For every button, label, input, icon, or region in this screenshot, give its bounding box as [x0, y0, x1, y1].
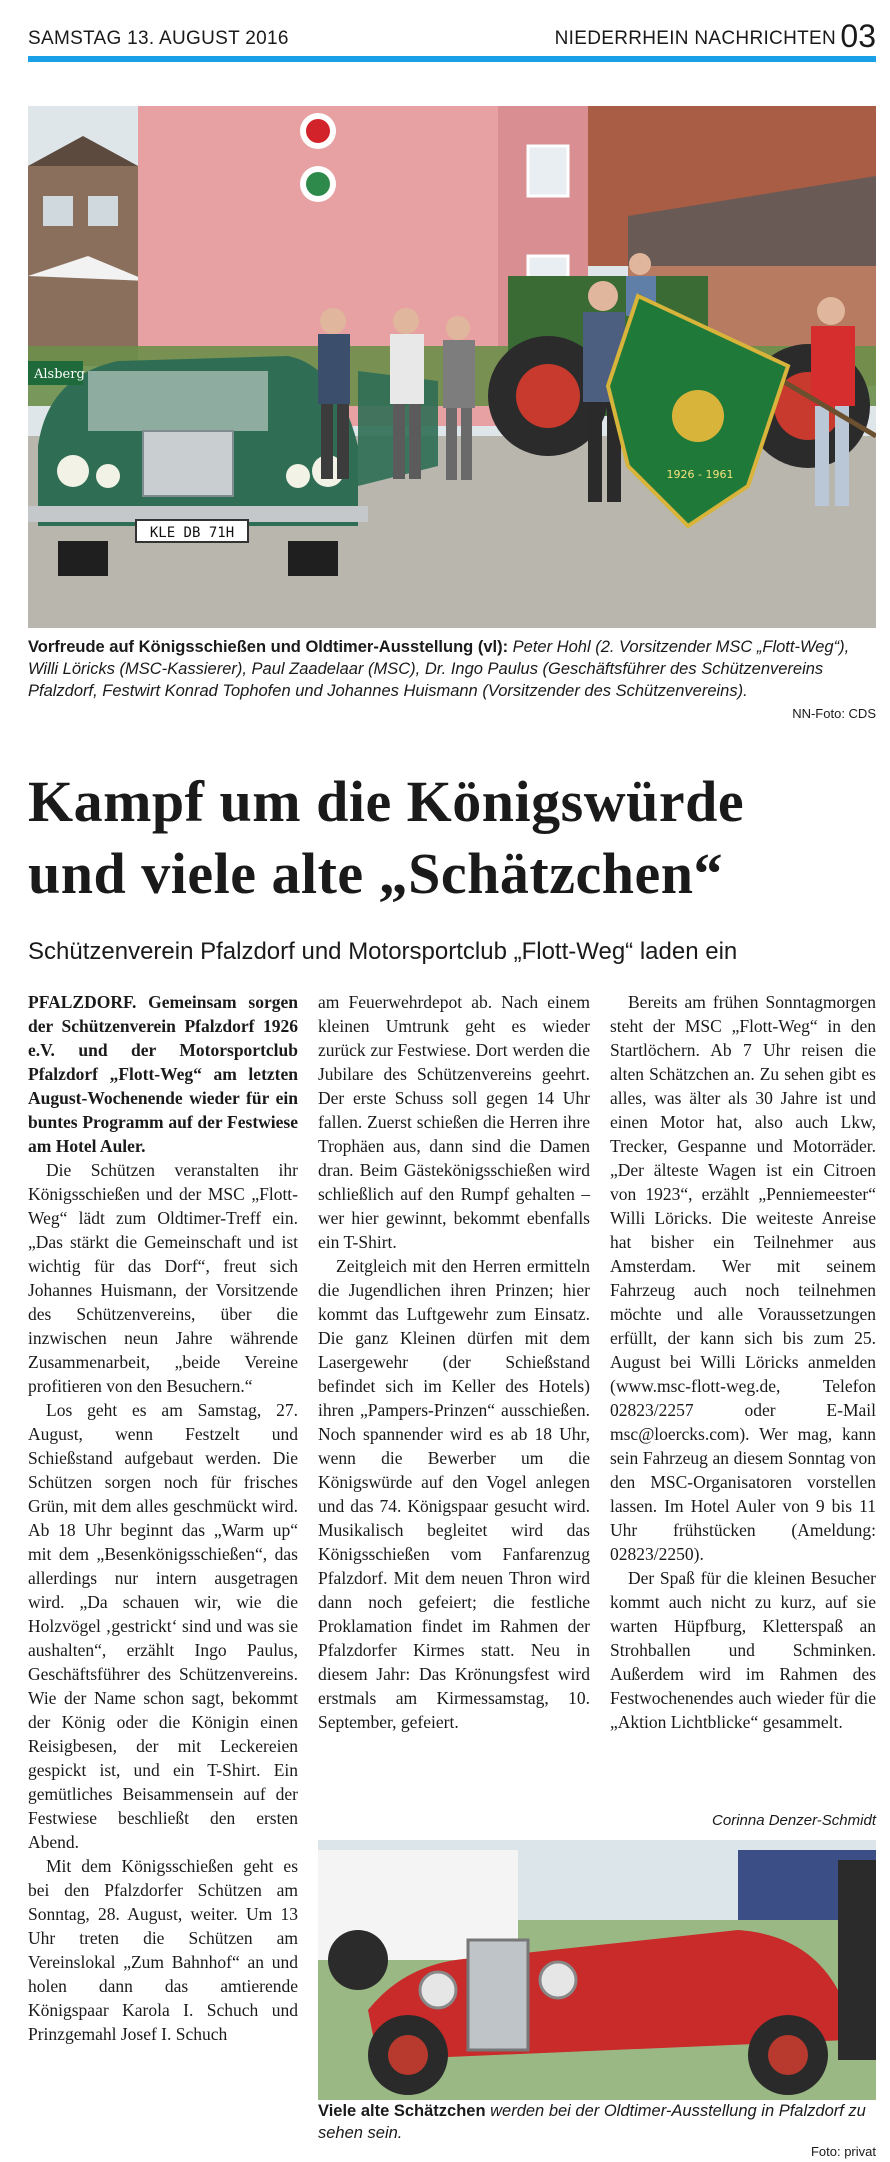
article-column-3: [610, 990, 876, 1734]
photo-caption-2: [318, 2100, 878, 2144]
paragraph: Zeitgleich mit den Herren ermitteln die Jugendlichen ihren Prinzen; hier kommt das Luftgewehr zum Einsatz. Die ganz Kleinen dürfen mit dem Lasergewehr (der Schießstand befindet sich im Keller des Hotels) ihren „Pampers-Prinzen“ ausschießen. Noch spannender wird es ab 18 Uhr, wenn die Bewerber um die Königswürde auf den Vogel anlegen und das 74. Königspaar gesucht wird. Musikalisch begleitet wird das Königsschießen vom Fanfarenzug Pfalzdorf. Mit dem neuen Thron wird dann noch gefeiert; die festliche Proklamation findet im Rahmen der Pfalzdorfer Kirmes statt. Neu in diesem Jahr: Das Krönungsfest wird erstmals am Kirmessamstag, 10. September, gefeiert.: [318, 1256, 590, 1732]
oldtimer-photo-illustration: [318, 1840, 876, 2100]
paragraph: Mit dem Königsschießen geht es bei den Pfalzdorfer Schützen am Sonntag, 28. August, weiter. Um 13 Uhr treten die Schützen am Vereinslokal „Zum Bahnhof“ an und holen dann das amtierende Königspaar Karola I. Schuch und Prinzgemahl Josef I. Schuch: [28, 1856, 298, 2044]
page-header: [28, 14, 876, 56]
car-license-plate: KLE DB 71H: [149, 525, 235, 541]
caption-bold: Vorfreude auf Königsschießen und Oldtimer-Ausstellung (vl):: [28, 638, 509, 656]
article-column-2: [318, 990, 590, 1734]
headline-line-2: und viele alte „Schätzchen“: [28, 841, 723, 906]
paragraph: Der Spaß für die kleinen Besucher kommt auch nicht zu kurz, auf sie warten Hüpfburg, Kletterspaß an Strohballen und Schminken. Außerdem wird im Rahmen des Festwochenendes auch wieder für die „Aktion Lichtblicke“ gesammelt.: [610, 1568, 876, 1732]
photo-caption: [28, 636, 876, 702]
sign-text: Alsberg: [34, 367, 85, 382]
paragraph: am Feuerwehrdepot ab. Nach einem kleinen Umtrunk geht es wieder zurück zur Festwiese. Dort werden die Jubilare des Schützenvereins geehrt. Der erste Schuss soll gegen 14 Uhr fallen. Zuerst schießen die Herren ihre Trophäen aus, dann sind die Damen dran. Beim Gästekönigsschießen wird schließlich auf den Rumpf gehalten – wer hier gewinnt, bekommt ebenfalls ein T-Shirt.: [318, 992, 590, 1252]
article-subhead: Schützenverein Pfalzdorf und Motorsportclub „Flott-Weg“ laden ein: [28, 938, 738, 965]
issue-date: SAMSTAG 13. AUGUST 2016: [28, 28, 289, 49]
newspaper-name: NIEDERRHEIN NACHRICHTEN: [554, 28, 836, 49]
caption-2-text: werden bei der Oldtimer-Ausstellung in Pfalzdorf zu sehen sein.: [318, 2102, 866, 2142]
caption-2-bold: Viele alte Schätzchen: [318, 2102, 486, 2120]
group-photo-illustration: [28, 106, 876, 628]
group-photo: [28, 106, 876, 628]
lead-paragraph: PFALZDORF. Gemeinsam sorgen der Schützenverein Pfalzdorf 1926 e.V. und der Motorsportclub Pfalzdorf „Flott-Weg“ am letzten August-Wochenende wieder für ein buntes Programm auf der Festwiese am Hotel Auler.: [28, 992, 298, 1156]
paragraph: Los geht es am Samstag, 27. August, wenn Festzelt und Schießstand aufgebaut werden. Die Schützen sorgen noch für frisches Grün, mit dem alles geschmückt wird. Ab 18 Uhr beginnt das „Warm up“ mit dem „Besenkönigsschießen“, das allerdings nur intern ausgetragen wird. „Da schauen wir, wie die Holzvögel ‚gestrickt‘ sind und was sie aushalten“, erzählt Ingo Paulus, Geschäftsführer des Schützenvereins. Wie der Name schon sagt, bekommt der König oder die Königin einen Reisigbesen, der mit Leckereien gespickt ist, und ein T-Shirt. Ein gemütliches Beisammensein auf der Festwiese beschließt den ersten Abend.: [28, 1400, 298, 1852]
article-author: Corinna Denzer-Schmidt: [712, 1812, 876, 1829]
caption-text: Peter Hohl (2. Vorsitzender MSC „Flott-Weg“), Willi Löricks (MSC-Kassierer), Paul Zaadelaar (MSC), Dr. Ingo Paulus (Geschäftsführer des Schützenvereins Pfalzdorf, Festwirt Konrad Tophofen und Johannes Huismann (Vorsitzender des Schützenvereins).: [28, 638, 850, 700]
paragraph: Bereits am frühen Sonntagmorgen steht der MSC „Flott-Weg“ in den Startlöchern. Ab 7 Uhr reisen die alten Schätzchen an. Zu sehen gibt es alles, was älter als 30 Jahre ist und einen Motor hat, also auch Lkw, Trecker, Gespanne und Motorräder. „Der älteste Wagen ist ein Citroen von 1923“, erzählt „Penniemeester“ Willi Löricks. Die weiteste Anreise hat bisher ein Teilnehmer aus Amsterdam. Wer mit seinem Fahrzeug auch noch teilnehmen möchte und alle Voraussetzungen erfüllt, der kann sich bis zum 25. August bei Willi Löricks anmelden (www.msc-flott-weg.de, Telefon 02823/2257 oder E-Mail msc@loercks.com). Wer mag, kann sein Fahrzeug an diesem Sonntag von den MSC-Organisatoren vorstellen lassen. Im Hotel Auler von 9 bis 11 Uhr frühstücken (Ameldung: 02823/2250).: [610, 992, 876, 1564]
photo-credit: NN-Foto: CDS: [792, 706, 876, 721]
photo-credit-2: Foto: privat: [810, 2144, 876, 2159]
banner-year: 1926 - 1961: [666, 468, 734, 481]
headline-line-1: Kampf um die Königswürde: [28, 769, 745, 834]
article-headline: [28, 766, 876, 910]
page-number: 03: [840, 18, 876, 54]
paragraph: Die Schützen veranstalten ihr Königsschießen und der MSC „Flott-Weg“ lädt zum Oldtimer-Treff ein. „Das stärkt die Gemeinschaft und ist wichtig für das Dorf“, freut sich Johannes Huismann, der Vorsitzende des Schützenvereins, über die inzwischen neun Jahre währende Zusammenarbeit, „beide Vereine profitieren von den Besuchern.“: [28, 1160, 298, 1396]
header-rule: [28, 56, 876, 62]
article-column-1: [28, 990, 298, 2046]
oldtimer-photo: [318, 1840, 876, 2100]
